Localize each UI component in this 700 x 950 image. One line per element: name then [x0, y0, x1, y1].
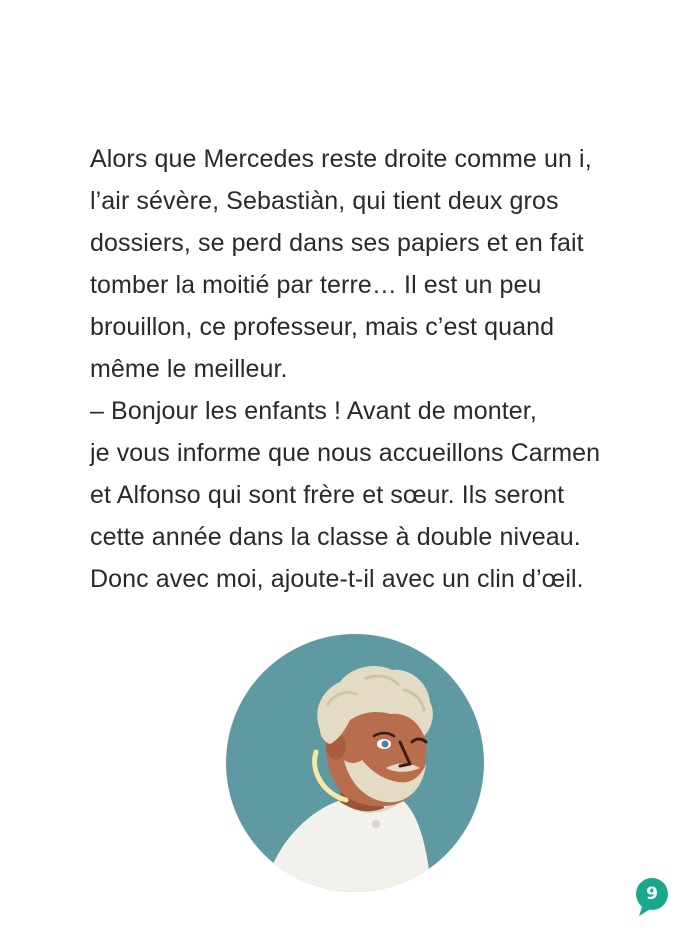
teacher-portrait-illustration [224, 632, 486, 894]
story-text [90, 138, 650, 600]
text-line-8: je vous informe que nous accueillons Carmen [90, 439, 601, 467]
text-line-4: tomber la moitié par terre… Il est un peu [90, 271, 542, 299]
text-line-1: Alors que Mercedes reste droite comme un i, [90, 145, 592, 173]
page-number: 9 [646, 884, 658, 904]
text-line-2: l’air sévère, Sebastiàn, qui tient deux gros [90, 187, 559, 215]
text-line-7: – Bonjour les enfants ! Avant de monter, [90, 397, 537, 425]
text-line-3: dossiers, se perd dans ses papiers et en fait [90, 229, 584, 257]
text-line-10: cette année dans la classe à double niveau. [90, 523, 581, 551]
text-line-11: Donc avec moi, ajoute-t-il avec un clin d’œil. [90, 565, 584, 593]
text-line-9: et Alfonso qui sont frère et sœur. Ils seront [90, 481, 565, 509]
text-line-6: même le meilleur. [90, 355, 288, 383]
page-number-badge [635, 878, 669, 918]
text-line-5: brouillon, ce professeur, mais c’est quand [90, 313, 555, 341]
